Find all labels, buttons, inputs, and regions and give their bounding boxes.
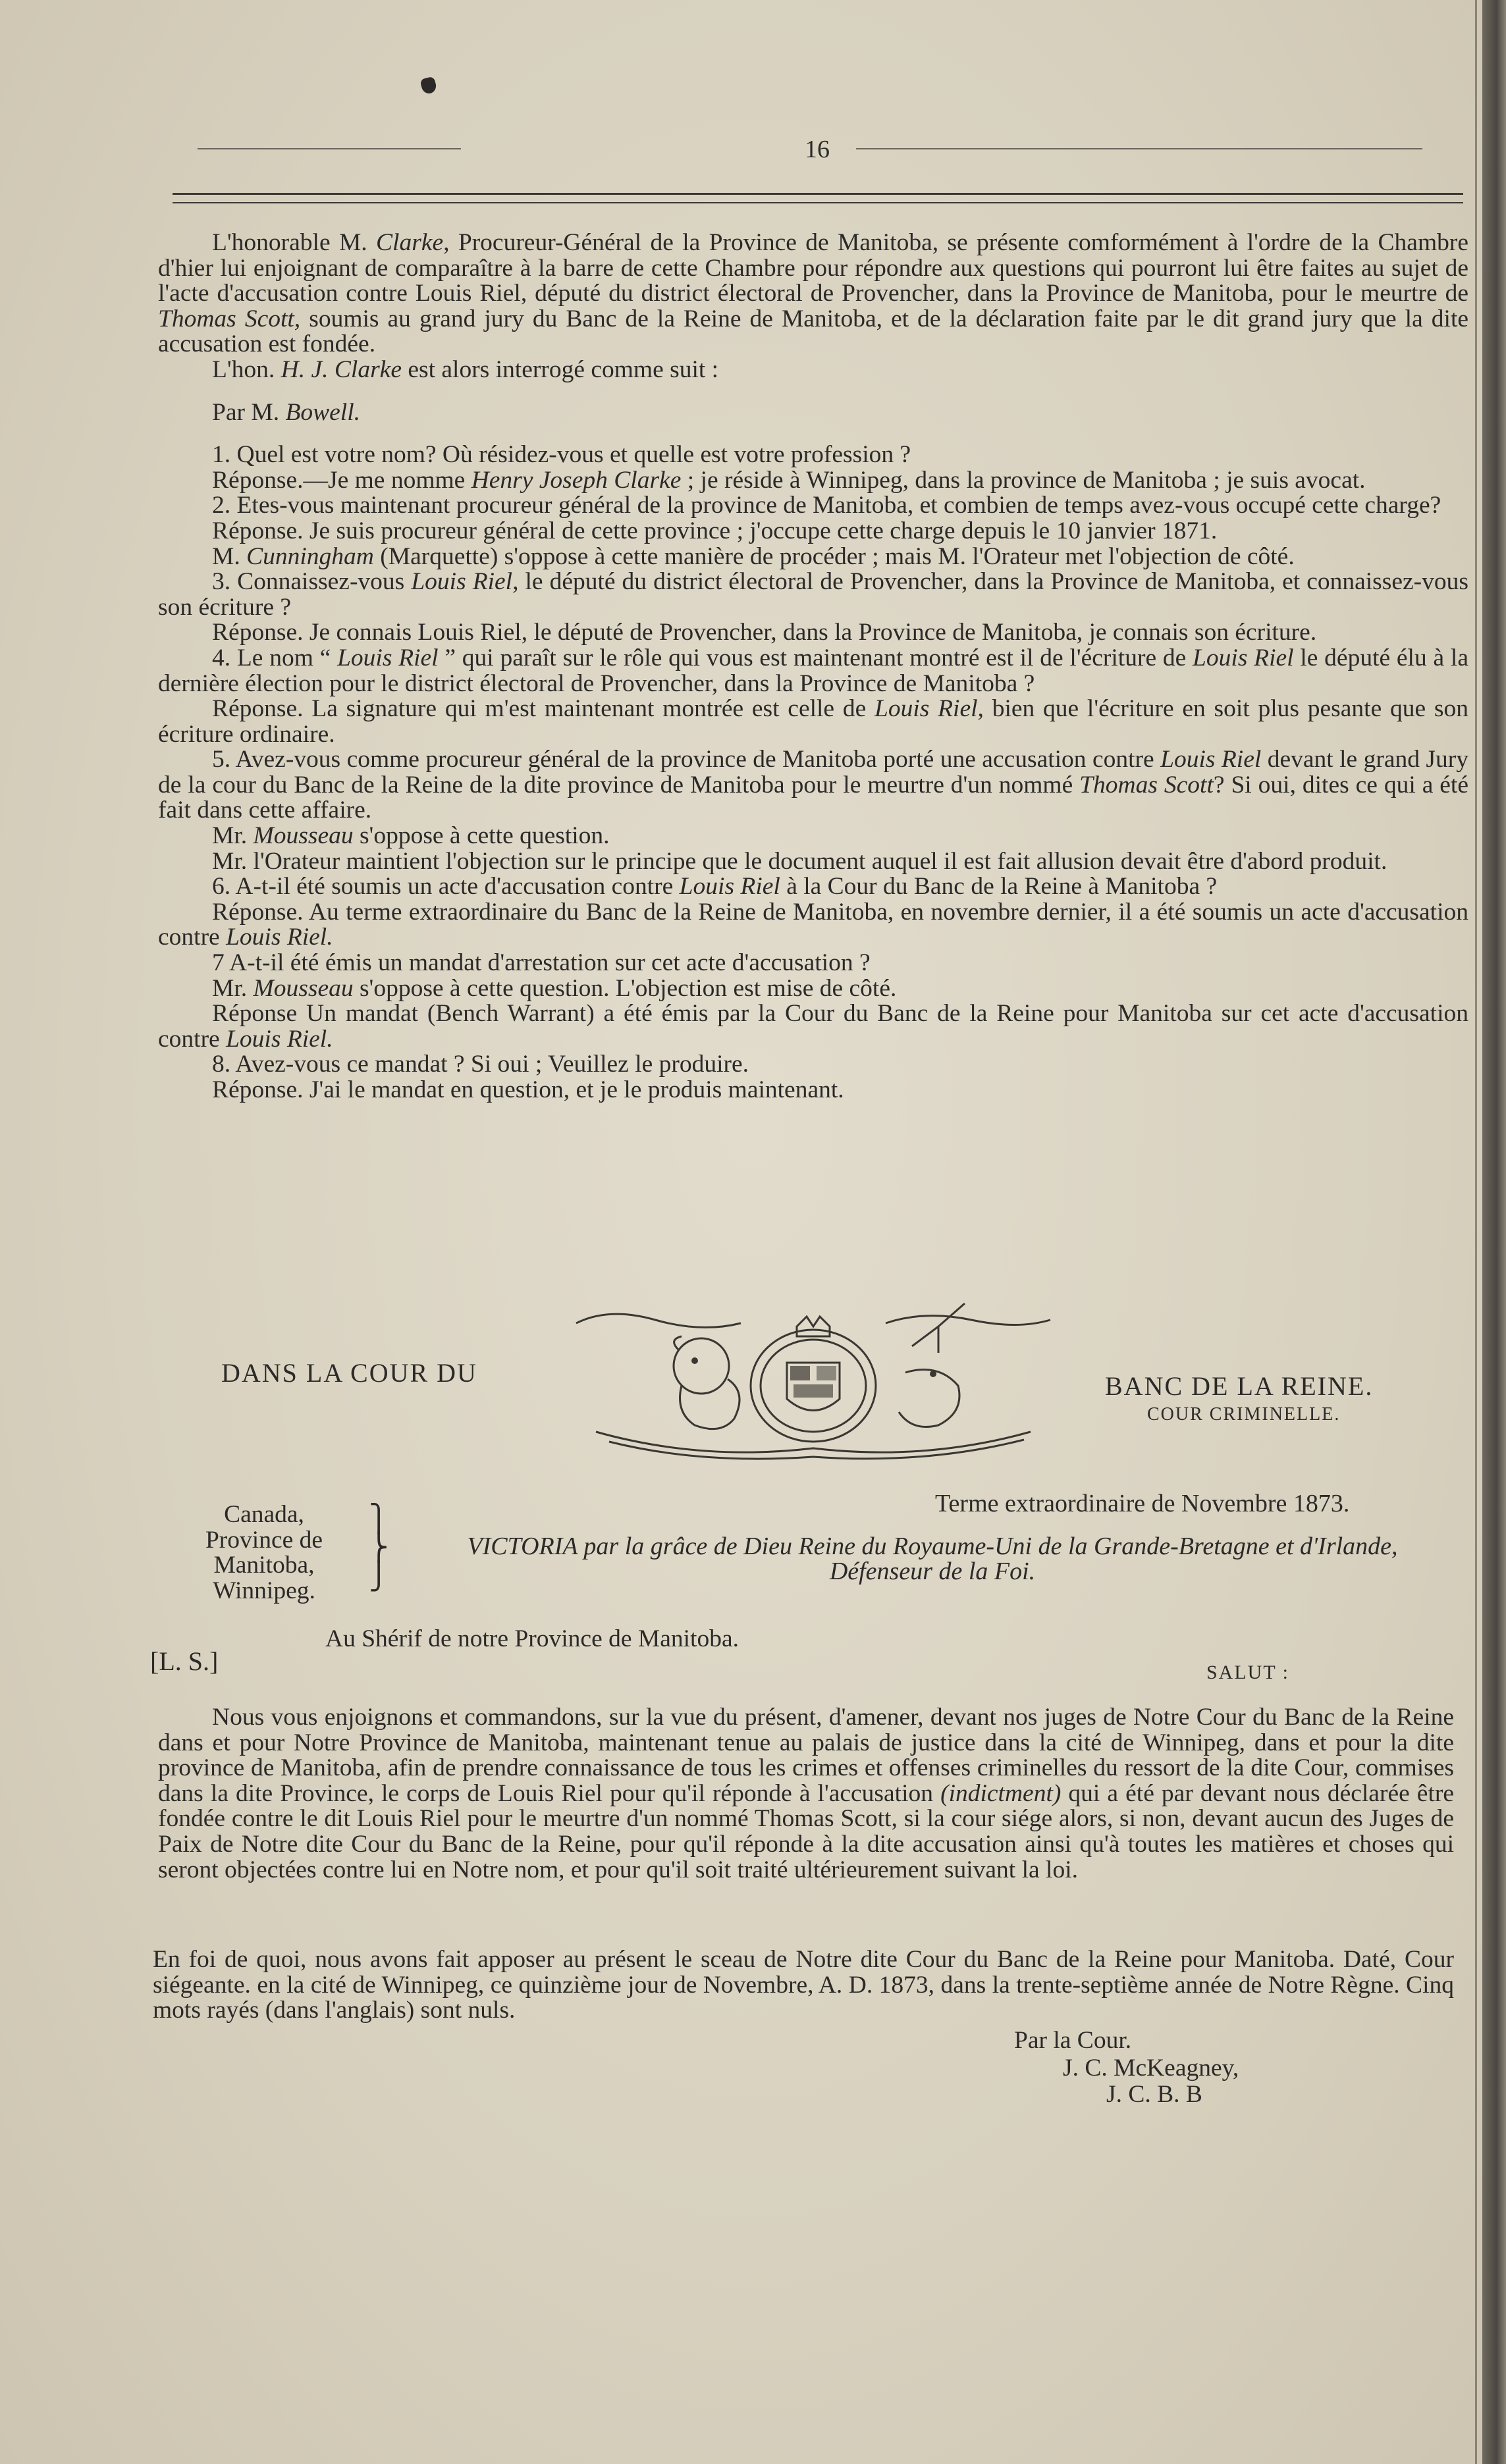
question-3: 3. Connaissez-vous Louis Riel, le député du district électoral de Provencher, dans la Province de Manitoba, et connaissez-vous son écriture ? — [158, 568, 1468, 621]
court-heading-left: DANS LA COUR DU — [221, 1358, 477, 1388]
victoria-line: VICTORIA par la grâce de Dieu Reine du Royaume-Uni de la Grande-Bretagne et d'Irlande, Défenseur de la Foi. — [467, 1533, 1398, 1585]
header-rule-right — [856, 148, 1422, 149]
answer-4: Réponse. La signature qui m'est maintenant montrée est celle de Louis Riel, bien que l'écriture en soit plus pesante que son écriture ordinaire. — [158, 695, 1468, 748]
question-5: 5. Avez-vous comme procureur général de la province de Manitoba porté une accusation contre Louis Riel devant le grand Jury de la cour du Banc de la Reine de la dite province de Manitoba pour le meurtre d'un nommé Thomas Scott? Si oui, dites ce qui a été fait dans cette affaire. — [158, 746, 1468, 824]
question-8: 8. Avez-vous ce mandat ? Si oui ; Veuillez le produire. — [212, 1051, 749, 1078]
answer-6: Réponse. Au terme extraordinaire du Banc de la Reine de Manitoba, en novembre dernier, il a été soumis un acte d'accusation contre Louis Riel. — [158, 898, 1468, 951]
attestation: En foi de quoi, nous avons fait apposer au présent le sceau de Notre dite Cour du Banc de la Reine pour Manitoba. Daté, Cour siégeante. en la cité de Winnipeg, ce quinzième jour de Novembre, A. D. 1873, dans la trente-septième année de Notre Règne. Cinq mots rayés (dans l'anglais) sont nuls. — [153, 1946, 1454, 2024]
question-6: 6. A-t-il été soumis un acte d'accusation contre Louis Riel à la Cour du Banc de la Reine à Manitoba ? — [212, 873, 1218, 901]
objection-3: Mr. Mousseau s'oppose à cette question. L'objection est mise de côté. — [212, 974, 897, 1002]
header-rule-left — [198, 148, 461, 149]
testimony-section — [158, 230, 1468, 1103]
objection-2: Mr. Mousseau s'oppose à cette question. — [212, 822, 610, 850]
signature-line-3: J. C. B. B — [1106, 2081, 1202, 2108]
royal-coat-of-arms-image — [570, 1300, 1057, 1461]
header-double-rule-top — [173, 193, 1463, 195]
sheriff-address: Au Shérif de notre Province de Manitoba. — [325, 1625, 739, 1652]
answer-8: Réponse. J'ai le mandat en question, et je le produis maintenant. — [212, 1076, 844, 1103]
header-double-rule-bottom — [173, 202, 1463, 203]
salutation: SALUT : — [1206, 1662, 1289, 1683]
intro-question-line: L'hon. H. J. Clarke est alors interrogé comme suit : — [212, 355, 719, 383]
page-edge — [1482, 0, 1506, 2464]
question-1: 1. Quel est votre nom? Où résidez-vous et quelle est votre profession ? — [212, 441, 911, 469]
questioner-line: Par M. Bowell. — [212, 398, 360, 426]
seal-placeholder: [L. S.] — [150, 1646, 219, 1676]
intro-paragraph: L'honorable M. Clarke, Procureur-Général de la Province de Manitoba, se présente comformément à l'ordre de la Chambre d'hier lui enjoignant de comparaître à la barre de cette Chambre pour répondre aux questions qui pourront lui être faites au sujet de l'acte d'accusation contre Louis Riel, député du district électoral de Provencher, dans la Province de Manitoba, pour le meurtre de Thomas Scott, soumis au grand jury du Banc de la Reine de Manitoba, et de la déclaration faite par le dit grand jury que la dite accusation est fondée. — [158, 229, 1469, 358]
ruling-1: Mr. l'Orateur maintient l'objection sur le principe que le document auquel il est fait allusion devait être d'abord produit. — [212, 847, 1387, 875]
question-2: 2. Etes-vous maintenant procureur général de la province de Manitoba, et combien de temps avez-vous occupé cette charge? — [212, 492, 1441, 519]
brace-mark: ⎫ ⎬ ⎭ — [369, 1504, 389, 1591]
answer-2: Réponse. Je suis procureur général de cette province ; j'occupe cette charge depuis le 10 janvier 1871. — [212, 517, 1218, 544]
page-number: 16 — [805, 136, 830, 163]
answer-3: Réponse. Je connais Louis Riel, le député de Provencher, dans la Province de Manitoba, je connais son écriture. — [212, 619, 1317, 646]
answer-7: Réponse Un mandat (Bench Warrant) a été émis par la Cour du Banc de la Reine pour Manitoba sur cet acte d'accusation contre Louis Riel. — [158, 1000, 1468, 1053]
question-4: 4. Le nom “ Louis Riel ” qui paraît sur le rôle qui vous est maintenant montré est il de l'écriture de Louis Riel le député élu à la dernière élection pour le district électoral de Provencher, dans la Province de Manitoba ? — [158, 644, 1468, 697]
signature-line-1: Par la Cour. — [1014, 2027, 1132, 2054]
court-heading-right: BANC DE LA REINE. — [1105, 1371, 1374, 1401]
jurisdiction-block: Canada, Province de Manitoba, Winnipeg. — [205, 1501, 323, 1604]
term-line: Terme extraordinaire de Novembre 1873. — [935, 1490, 1350, 1517]
spacer — [158, 425, 1468, 442]
writ-body: Nous vous enjoignons et commandons, sur la vue du présent, d'amener, devant nos juges de Notre Cour du Banc de la Reine dans et pour Notre Province de Manitoba, maintenant tenue au palais de justice dans la cité de Winnipeg, dans et pour la dite province de Manitoba, afin de prendre connaissance de tous les crimes et offenses criminelles du ressort de la dite Cour, commises dans la dite Province, le corps de Louis Riel pour qu'il réponde à l'accusation (indictment) qui a été par devant nous déclarée être fondée contre le dit Louis Riel pour le meurtre d'un nommé Thomas Scott, si la cour siége alors, si non, devant aucun des Juges de Paix de Notre dite Cour du Banc de la Reine, pour qu'il réponde à la dite accusation ainsi qu'à toutes les matières et choses qui seront objectées contre lui en Notre nom, et pour qu'il soit traité ultérieurement suivant la loi. — [158, 1704, 1454, 1883]
question-7: 7 A-t-il été émis un mandat d'arrestation sur cet acte d'accusation ? — [212, 949, 871, 977]
spacer — [158, 383, 1468, 400]
ink-mark — [419, 76, 437, 95]
objection-1: M. Cunningham (Marquette) s'oppose à cette manière de procéder ; mais M. l'Orateur met l'objection de côté. — [212, 542, 1295, 570]
answer-1: Réponse.—Je me nomme Henry Joseph Clarke ; je réside à Winnipeg, dans la province de Manitoba ; je suis avocat. — [212, 466, 1366, 494]
binding-line — [1475, 0, 1477, 2464]
signature-line-2: J. C. McKeagney, — [1063, 2055, 1239, 2082]
court-subheading: COUR CRIMINELLE. — [1147, 1404, 1341, 1425]
